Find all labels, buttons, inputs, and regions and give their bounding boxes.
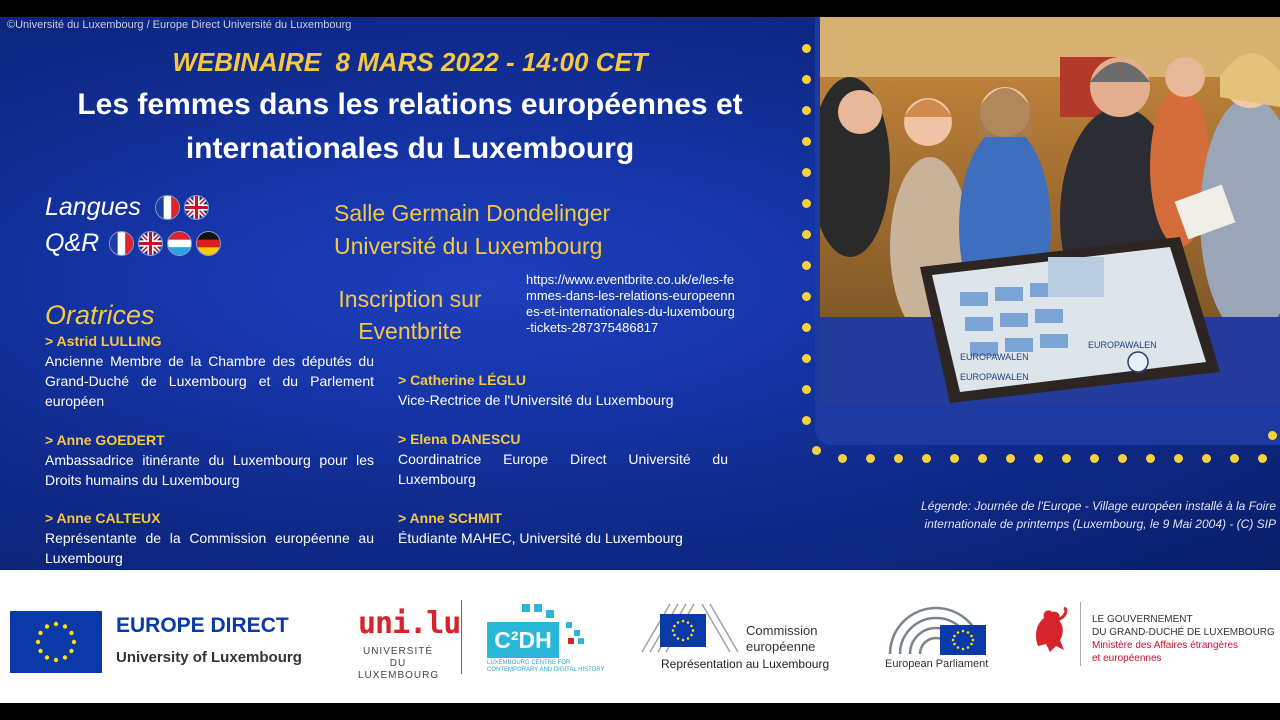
speaker-name: > Anne GOEDERT: [45, 432, 165, 448]
ec-representation-text: Représentation au Luxembourg: [661, 657, 830, 671]
registration-line-2: Eventbrite: [358, 318, 462, 344]
speaker-role: Ambassadrice itinérante du Luxembourg pour les Droits humains du Luxembourg: [45, 452, 374, 488]
divider: [1080, 602, 1081, 666]
flag-fr-icon: [155, 195, 180, 220]
eventbrite-link[interactable]: https://www.eventbrite.co.uk/e/les-femmes-dans-les-relations-europeennes-et-internationales-du-luxembourg-tickets-287375486817: [526, 272, 735, 335]
speaker-role: Vice-Rectrice de l'Université du Luxembourg: [398, 392, 674, 408]
qr-languages-line: [45, 229, 221, 258]
poster-label: EUROPAWALEN: [960, 372, 1029, 382]
gov-line-1: LE GOUVERNEMENT: [1092, 614, 1193, 625]
eu-flag-icon: [10, 611, 102, 673]
speaker-anne-schmit: [398, 508, 728, 548]
speaker-name: > Catherine LÉGLU: [398, 372, 526, 388]
registration-line-1: Inscription sur: [338, 286, 482, 312]
speaker-role: Coordinatrice Europe Direct Université du Luxembourg: [398, 451, 728, 487]
speaker-elena-danescu: [398, 429, 728, 489]
speaker-name: > Astrid LULLING: [45, 333, 162, 349]
main-title: Les femmes dans les relations européennes et internationales du Luxembourg: [77, 88, 743, 165]
uni-lu-logo: uni.lu: [358, 606, 461, 641]
ec-line-1: Commission: [746, 623, 818, 638]
flag-fr-icon: [109, 231, 134, 256]
european-parliament-text: European Parliament: [885, 658, 989, 670]
speaker-role: Représentante de la Commission européenne au Luxembourg: [45, 530, 374, 566]
venue: [334, 197, 610, 263]
ec-line-2: européenne: [746, 639, 816, 654]
europe-direct-subtitle: University of Luxembourg: [116, 649, 302, 666]
venue-room: Salle Germain Dondelinger: [334, 200, 611, 226]
flag-lu-icon: [167, 231, 192, 256]
c2dh-logo: C²DH: [487, 622, 559, 658]
speaker-name: > Anne CALTEUX: [45, 510, 161, 526]
languages-line: [45, 193, 209, 222]
eu-flag-icon: [940, 625, 986, 655]
speaker-astrid-lulling: [45, 331, 374, 411]
speakers-heading: Oratrices: [45, 300, 155, 330]
europe-direct-title: EUROPE DIRECT: [116, 614, 289, 637]
divider: [461, 600, 462, 674]
poster-label: EUROPAWALEN: [960, 352, 1029, 362]
partner-logos: [0, 570, 1280, 703]
venue-institution: Université du Luxembourg: [334, 233, 603, 259]
gov-line-3: Ministère des Affaires étrangères: [1092, 640, 1239, 651]
speaker-role: Ancienne Membre de la Chambre des députés du Grand-Duché de Luxembourg et du Parlement européen: [45, 353, 374, 409]
flag-de-icon: [196, 231, 221, 256]
european-commission-text: [746, 623, 818, 655]
flag-uk-icon: [138, 231, 163, 256]
gov-line-4: et européennes: [1092, 653, 1162, 664]
poster-label: EUROPAWALEN: [1088, 340, 1157, 350]
flag-uk-icon: [184, 195, 209, 220]
speaker-anne-calteux: [45, 508, 374, 568]
speaker-catherine-leglu: [398, 370, 728, 410]
languages-label: Langues: [45, 193, 141, 221]
copyright-notice: ©Université du Luxembourg / Europe Direct Université du Luxembourg: [7, 19, 352, 31]
speaker-anne-goedert: [45, 430, 374, 490]
photo-caption: Légende: Journée de l'Europe - Village européen installé à la Foire internationale de printemps (Luxembourg, le 9 Mai 2004) - (C) SIP: [921, 499, 1276, 531]
speaker-role: Étudiante MAHEC, Université du Luxembourg: [398, 530, 683, 546]
qr-label: Q&R: [45, 229, 100, 257]
uni-lu-text: UNIVERSITÉ DU LUXEMBOURG: [358, 646, 440, 681]
speaker-name: > Elena DANESCU: [398, 431, 521, 447]
gov-line-2: DU GRAND-DUCHÉ DE LUXEMBOURG: [1092, 627, 1275, 638]
bottom-letterbox: [0, 703, 1280, 720]
main-panel: [0, 17, 1280, 570]
c2dh-text: LUXEMBOURG CENTRE FOR CONTEMPORARY AND DIGITAL HISTORY: [487, 660, 605, 673]
eu-flag-icon: [660, 614, 706, 647]
webinar-date-title: WEBINAIRE 8 MARS 2022 - 14:00 CET: [172, 47, 648, 77]
speaker-name: > Anne SCHMIT: [398, 510, 503, 526]
event-photo: [820, 17, 1280, 403]
luxembourg-government-text: [1092, 613, 1275, 665]
